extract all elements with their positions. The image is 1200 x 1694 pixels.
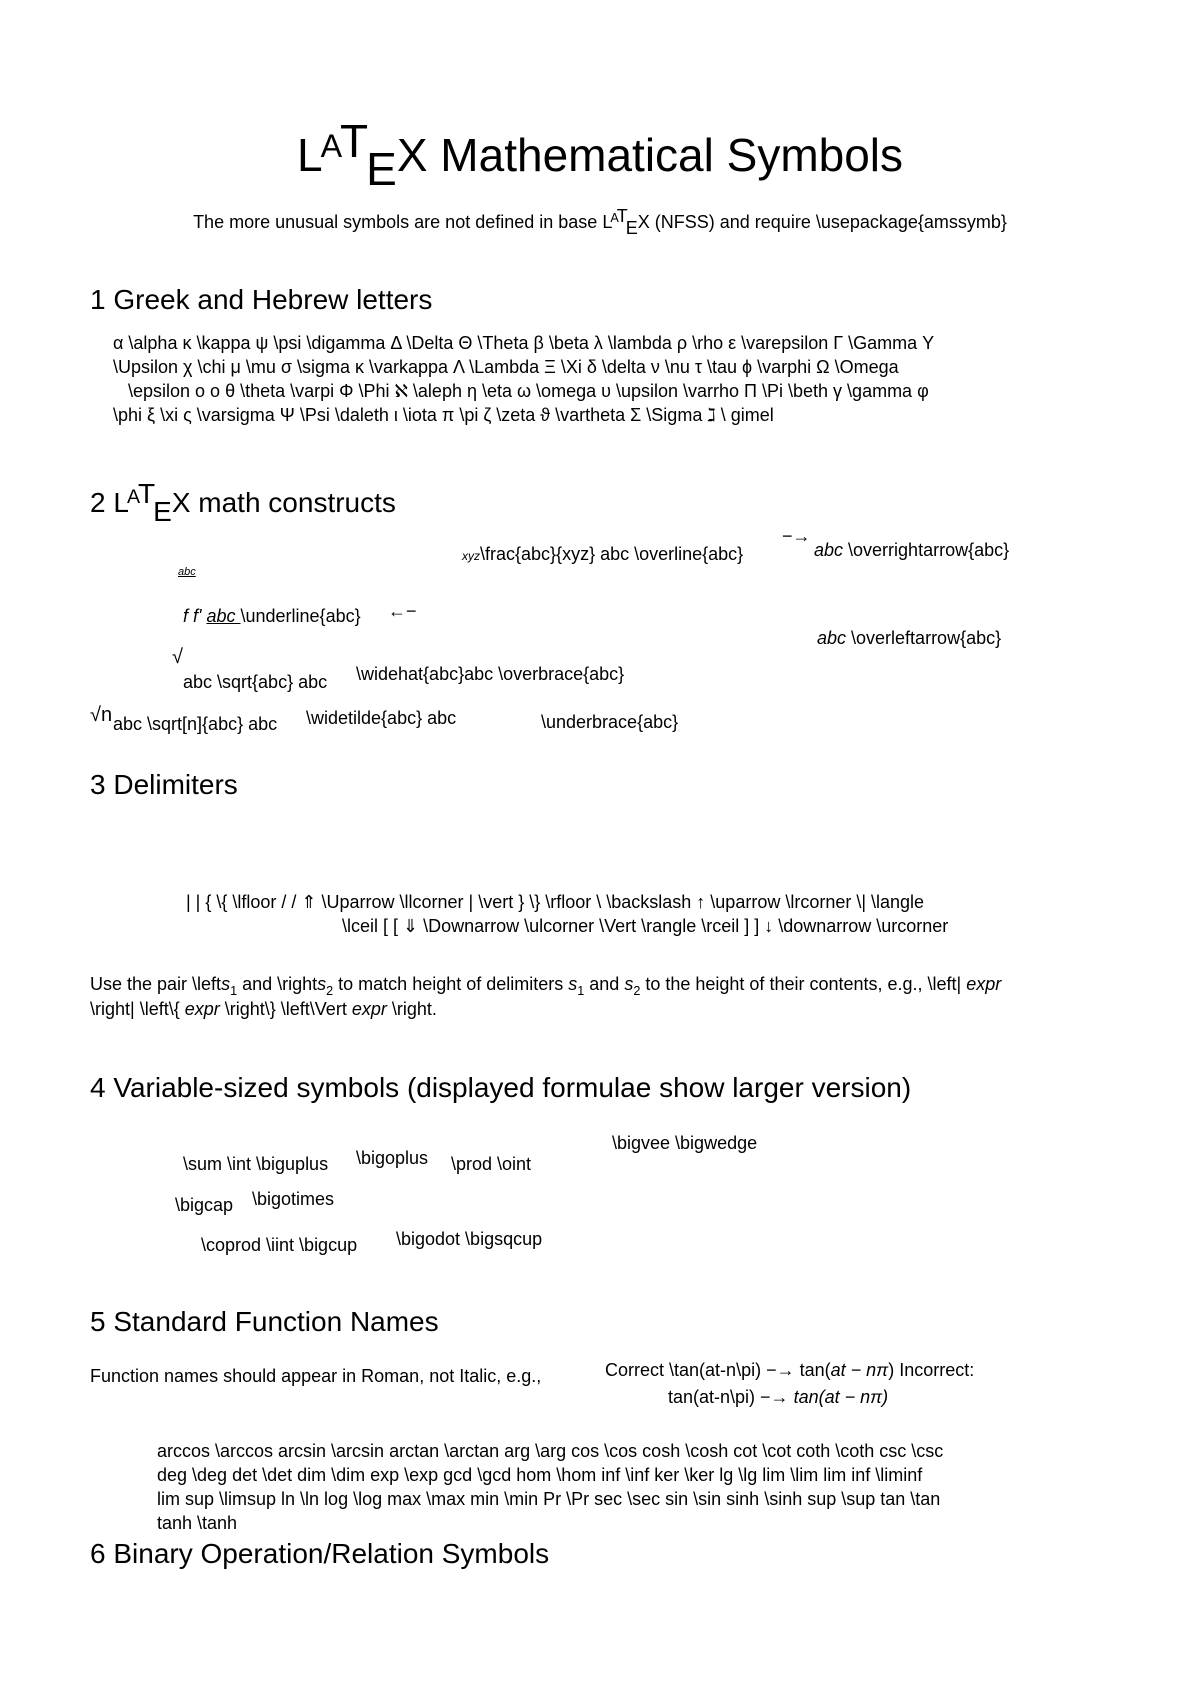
greek-line-1: α \alpha κ \kappa ψ \psi \digamma Δ \Delta Θ \Theta β \beta λ \lambda ρ \rho ε \varepsilon Γ \Gamma Υ [113, 333, 935, 353]
overleft-construct [817, 628, 1001, 649]
sqrt-sign: √ [172, 646, 183, 668]
section-2-number: 2 [90, 487, 114, 518]
sum-line: \sum \int \biguplus [183, 1154, 329, 1174]
use-sub2b: 2 [633, 984, 641, 998]
section-2-X: X [171, 487, 191, 518]
subtitle-L: L [602, 212, 613, 232]
section-2-L: L [113, 487, 129, 518]
overright-text: \overrightarrow{abc} [843, 540, 1010, 560]
function-list-2: deg \deg det \det dim \dim exp \exp gcd \gcd hom \hom inf \inf ker \ker lg \lg lim \lim lim inf \liminf [157, 1465, 923, 1485]
subtitle-T: T [616, 206, 628, 226]
use-text-6: \right| \left\{ [90, 999, 185, 1019]
correct-code: \tan(at-n\pi) −→ tan( [669, 1360, 831, 1380]
section-5-heading: 5 Standard Function Names [90, 1306, 439, 1337]
abc-tiny: abc [178, 566, 196, 578]
subtitle-A: A [610, 211, 619, 225]
use-text-4: and [584, 974, 625, 994]
incorrect-example [668, 1387, 888, 1408]
greek-line-4: \phi ξ \xi ς \varsigma Ψ \Psi \daleth ι \iota π \pi ζ \zeta ϑ \vartheta Σ \Sigma ℷ \ gimel [113, 405, 774, 425]
greek-line-2: \Upsilon χ \chi μ \mu σ \sigma κ \varkappa Λ \Lambda Ξ \Xi δ \delta ν \nu τ \tau ϕ \varphi Ω \Omega [113, 357, 899, 377]
sqrt-construct: abc \sqrt{abc} abc [183, 672, 328, 692]
subtitle-after: (NFSS) and require \usepackage{amssymb} [649, 212, 1007, 232]
overleft-text: \overleftarrow{abc} [846, 628, 1002, 648]
use-text-3: to match height of delimiters [333, 974, 569, 994]
page-title [0, 115, 1200, 195]
overleft-arrow-mark: ←− [388, 601, 417, 621]
use-text-2: and \right [237, 974, 318, 994]
greek-line-3: \epsilon o o θ \theta \varpi Φ \Phi ℵ \aleph η \eta ω \omega υ \upsilon \varrho Π \Pi \beth γ \gamma φ [128, 381, 929, 401]
section-2-T: T [138, 478, 156, 509]
bigvee-line: \bigvee \bigwedge [612, 1133, 758, 1153]
incorrect-code: tan(at-n\pi) −→ [668, 1387, 794, 1407]
overright-arrow-mark: −→ [782, 526, 811, 546]
frac-xyz: xyz [462, 549, 480, 563]
correct-close: ) [888, 1360, 895, 1380]
correct-label: Correct [605, 1360, 665, 1380]
bigotimes-line: \bigotimes [252, 1189, 335, 1209]
function-list-3: lim sup \limsup ln \ln log \log max \max min \min Pr \Pr sec \sec sin \sin sinh \sinh sup \sup tan \tan [157, 1489, 941, 1509]
title-L: L [296, 129, 323, 181]
section-6-heading: 6 Binary Operation/Relation Symbols [90, 1538, 550, 1569]
coprod-line: \coprod \iint \bigcup [201, 1235, 358, 1255]
underline-text: \underline{abc} [240, 606, 361, 626]
section-3-heading: 3 Delimiters [90, 769, 238, 800]
prime-text: f f' [183, 606, 202, 626]
section-2-E: E [153, 496, 172, 527]
use-sub1: 1 [230, 984, 238, 998]
incorrect-math: tan(at − nπ) [793, 1387, 889, 1407]
title-E: E [366, 143, 397, 195]
use-sub2: 2 [326, 984, 334, 998]
use-text-7: \right\} \left\Vert [219, 999, 352, 1019]
use-s1: s [221, 974, 231, 994]
use-text-8: \right. [386, 999, 437, 1019]
function-names-intro: Function names should appear in Roman, not Italic, e.g., [90, 1366, 542, 1386]
nroot-sign: √n [90, 704, 113, 726]
function-list-1: arccos \arccos arcsin \arcsin arctan \arctan arg \arg cos \cos cosh \cosh cot \cot coth \coth csc \csc [157, 1441, 944, 1461]
use-sub1b: 1 [577, 984, 585, 998]
title-T: T [340, 115, 369, 167]
use-expr-2: expr [184, 999, 220, 1019]
underbrace-construct: \underbrace{abc} [541, 712, 679, 732]
prod-line: \prod \oint [451, 1154, 532, 1174]
use-s1b: s [568, 974, 578, 994]
delimiters-usage-line-1 [90, 974, 1001, 998]
use-s2: s [317, 974, 327, 994]
widehat-construct: \widehat{abc}abc \overbrace{abc} [356, 664, 625, 684]
correct-example [605, 1360, 974, 1381]
bigodot-line: \bigodot \bigsqcup [396, 1229, 543, 1249]
use-text-1: Use the pair \left [90, 974, 222, 994]
subtitle-E: E [625, 218, 638, 238]
widetilde-construct: \widetilde{abc} abc [306, 708, 457, 728]
incorrect-label: Incorrect: [894, 1360, 975, 1380]
title-rest: Mathematical Symbols [427, 129, 904, 181]
use-text-5: to the height of their contents, e.g., \left| [640, 974, 967, 994]
delimiters-usage-line-2 [90, 999, 437, 1020]
underline-construct [183, 606, 361, 627]
correct-math: at − nπ [830, 1360, 889, 1380]
delimiters-line-1: | | { \{ \lfloor / / ⇑ \Uparrow \llcorner | \vert } \} \rfloor \ \backslash ↑ \uparrow \lrcorner \| \langle [186, 892, 925, 912]
nroot-construct: abc \sqrt[n]{abc} abc [113, 714, 278, 734]
delimiters-line-2: \lceil [ [ ⇓ \Downarrow \ulcorner \Vert \rangle \rceil ] ] ↓ \downarrow \urcorner [342, 916, 949, 936]
overleft-abc: abc [817, 628, 847, 648]
section-2-rest: math constructs [190, 487, 396, 518]
underline-abc: abc [206, 606, 241, 626]
title-X: X [396, 129, 428, 181]
subtitle-before: The more unusual symbols are not defined in base [193, 212, 603, 232]
function-list-4: tanh \tanh [157, 1513, 238, 1533]
section-1-heading: 1 Greek and Hebrew letters [90, 284, 433, 315]
overright-construct [814, 540, 1009, 561]
section-2-heading [90, 478, 396, 527]
overright-abc: abc [814, 540, 844, 560]
subtitle [0, 206, 1200, 238]
frac-construct [462, 544, 743, 565]
bigcap-line: \bigcap [175, 1195, 234, 1215]
title-A: A [320, 128, 343, 164]
bigoplus-line: \bigoplus [356, 1148, 429, 1168]
section-4-heading: 4 Variable-sized symbols (displayed formulae show larger version) [90, 1072, 912, 1103]
use-expr-3: expr [351, 999, 387, 1019]
use-s2b: s [624, 974, 634, 994]
section-2-A: A [126, 486, 141, 508]
frac-text: \frac{abc}{xyz} abc \overline{abc} [480, 544, 744, 564]
use-expr-1: expr [966, 974, 1002, 994]
subtitle-X: X [637, 212, 650, 232]
